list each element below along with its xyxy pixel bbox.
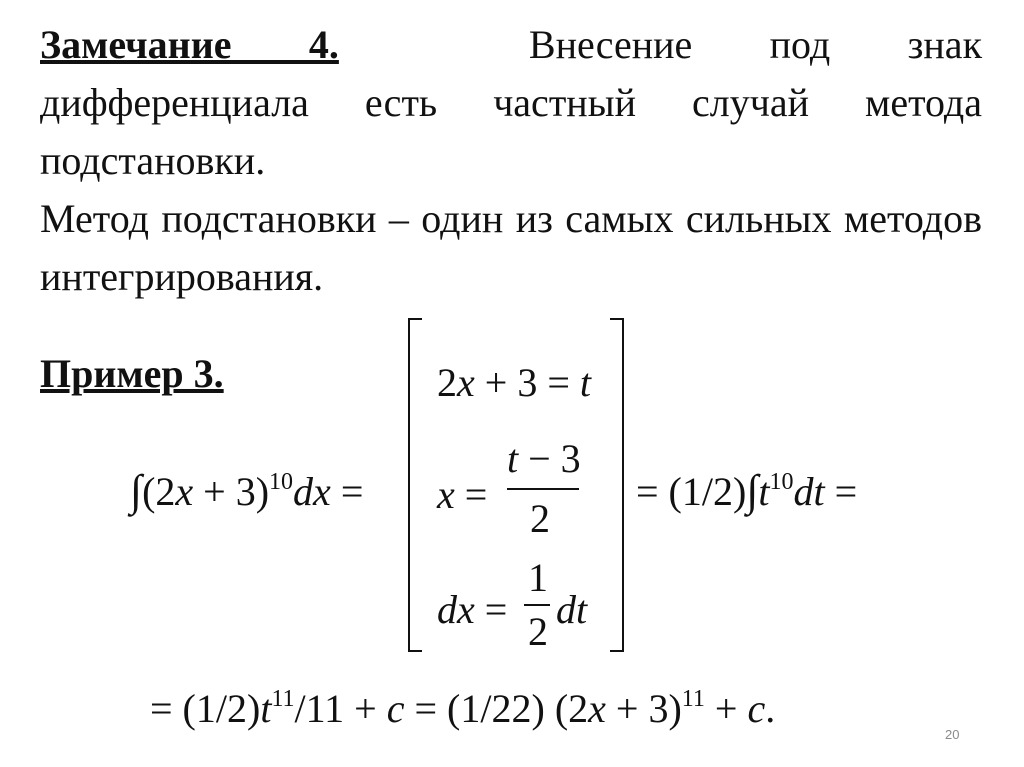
remark-label: Замечание 4. [40,22,339,67]
right-prefix: = (1/2) [636,469,747,514]
right-exponent: 10 [769,469,794,495]
final-part-5: + [704,686,748,731]
sub2-equals: = [454,472,488,517]
final-c-1: c [386,686,405,731]
sub2-x: x [437,472,455,517]
left-base: (2 [142,469,176,514]
sub2-fraction-bar [507,488,579,490]
substitution-line-2 [437,470,487,520]
sub1-rest: + 3 = [474,360,580,405]
sub3-denominator: 2 [528,609,548,654]
method-paragraph: Метод подстановки – один из самых сильных методов интегрирования. [40,196,982,299]
final-part-2: /11 + [294,686,387,731]
sub1-coef: 2 [437,360,457,405]
sub3-numerator: 1 [528,555,548,600]
final-exp-1: 11 [271,686,295,712]
right-var: t [758,469,770,514]
sub1-x: x [457,360,475,405]
sub3-dt: dt [556,587,588,632]
substitution-line-3 [437,585,507,635]
sub3-equals: = [474,587,508,632]
sub3-dx: dx [437,587,475,632]
integral-right-side [636,466,857,523]
page-number: 20 [945,727,960,742]
final-c-2: c [747,686,766,731]
left-rest: + 3) [193,469,270,514]
final-x: x [588,686,606,731]
final-part-3: = (1/22) (2 [404,686,589,731]
final-exp-2: 11 [681,686,705,712]
left-var: x [175,469,194,514]
left-exponent: 10 [269,469,294,495]
sub3-fraction-bar [524,604,550,606]
final-part-4: + 3) [605,686,682,731]
substitution-line-1 [437,358,591,408]
final-part-1: = (1/2) [150,686,261,731]
integral-sign: ∫ [130,466,143,515]
final-result [150,684,775,740]
example-label: Пример 3. [40,351,224,396]
remark-paragraph [40,16,982,190]
left-equals: = [330,469,364,514]
right-integral-sign: ∫ [746,466,759,515]
sub2-denominator: 2 [530,496,550,541]
remark-text: Внесение под знак дифференциала есть частный случай метода подстановки. [40,22,982,183]
integral-left-side [130,466,363,523]
sub2-num-t: t [507,436,519,481]
right-dt: dt [793,469,825,514]
left-dx: dx [293,469,331,514]
final-period: . [765,686,776,731]
sub2-num-rest: − 3 [518,436,581,481]
final-t: t [260,686,272,731]
sub1-t: t [579,360,592,405]
sub2-numerator [507,434,581,484]
right-equals: = [824,469,858,514]
